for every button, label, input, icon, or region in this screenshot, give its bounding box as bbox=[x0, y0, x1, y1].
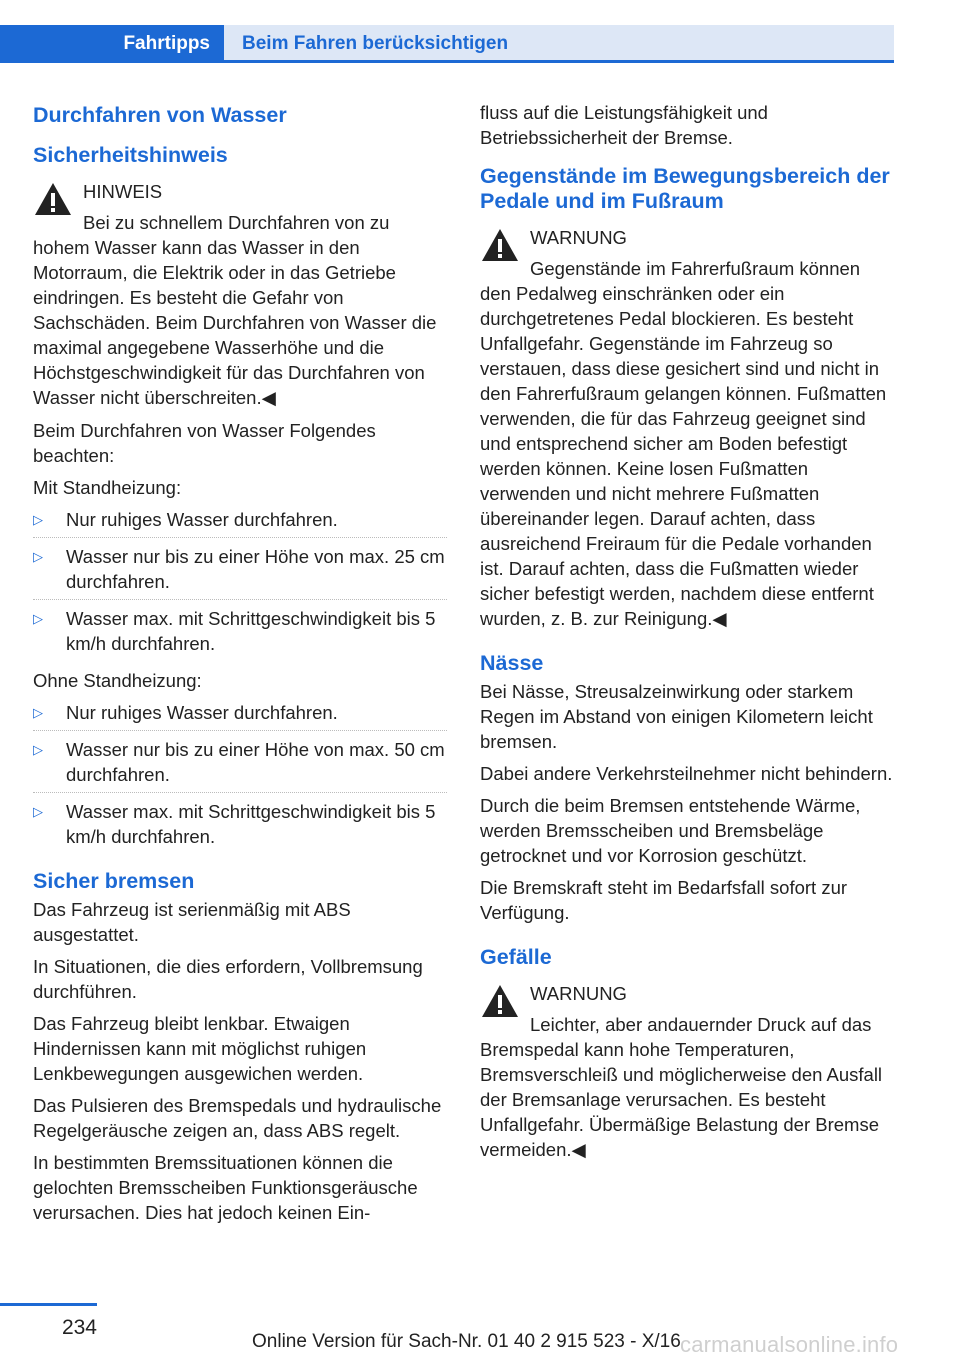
right-column bbox=[480, 100, 894, 1170]
heading-safety-note: Sicherheitshinweis bbox=[33, 143, 228, 167]
list-item bbox=[33, 606, 447, 662]
left-column bbox=[33, 100, 447, 1232]
heading-pedal-objects: Gegenstände im Bewegungsbereich der Pedale und im Fußraum bbox=[480, 164, 890, 213]
warning-triangle-icon bbox=[480, 227, 520, 263]
heading-water-crossing: Durchfahren von Wasser bbox=[33, 103, 287, 127]
list-item-text: Wasser max. mit Schrittgeschwindigkeit bis 5 km/h durchfahren. bbox=[66, 608, 436, 654]
label-with-heating: Mit Standheizung: bbox=[33, 477, 182, 498]
heading-wet: Nässe bbox=[480, 651, 544, 675]
list-item bbox=[33, 700, 447, 731]
warning-box bbox=[480, 981, 894, 1162]
warning-box bbox=[480, 225, 894, 631]
list-item-text: Wasser nur bis zu einer Höhe von max. 25 cm durchfahren. bbox=[66, 546, 445, 592]
heading-slope: Gefälle bbox=[480, 945, 552, 969]
label-without-heating: Ohne Standheizung: bbox=[33, 670, 202, 691]
page-number: 234 bbox=[61, 1316, 97, 1339]
note-body: Bei zu schnellem Durchfahren von zu hohem Wasser kann das Wasser in den Motorraum, die Elektrik oder in das Getriebe eindringen. Es besteht die Gefahr von Sachschäden. Beim Durchfahren von Wasser die maximal angegebene Wasserhöhe und die Höchstgeschwindigkeit für das Durchfahren von Wasser nicht überschreiten.◀ bbox=[33, 212, 437, 408]
list-item bbox=[33, 507, 447, 538]
list-item-text: Nur ruhiges Wasser durchfahren. bbox=[66, 702, 338, 723]
warning-triangle-icon bbox=[33, 181, 73, 217]
triangle-right-icon: ▷ bbox=[33, 549, 43, 564]
note-box bbox=[33, 179, 447, 410]
triangle-right-icon: ▷ bbox=[33, 705, 43, 720]
note-title: HINWEIS bbox=[83, 181, 163, 202]
list-item bbox=[33, 737, 447, 793]
paragraph-continuation: fluss auf die Leistungsfähigkeit und Betriebssicherheit der Bremse. bbox=[480, 102, 768, 148]
paragraph-braking: Das Fahrzeug bleibt lenkbar. Etwaigen Hindernissen kann mit möglichst ruhigen Lenkbewegungen ausgewichen werden. bbox=[33, 1013, 367, 1084]
warning-body: Gegenstände im Fahrerfußraum können den Pedalweg einschränken oder ein durchgetretenes Pedal blockieren. Es besteht Unfallgefahr. Gegenstände im Fahrzeug so verstauen, dass diese gesichert sind und nicht in den Fahrerfußraum gelangen können. Fußmatten verwenden, die für das Fahrzeug geeignet sind und entsprechend sicher am Boden befestigt werden können. Keine losen Fußmatten verwenden und nicht mehrere Fußmatten übereinander legen. Darauf achten, dass ausreichend Freiraum für die Pedale vorhanden ist. Darauf achten, dass die Fußmatten wieder sicher befestigt werden, nachdem diese entfernt wurden, z. B. zur Reinigung.◀ bbox=[480, 258, 887, 629]
triangle-right-icon: ▷ bbox=[33, 611, 43, 626]
paragraph-braking: In Situationen, die dies erfordern, Vollbremsung durchführen. bbox=[33, 956, 423, 1002]
paragraph-wet: Durch die beim Bremsen entstehende Wärme, werden Bremsscheiben und Bremsbeläge getrocknet und vor Korrosion geschützt. bbox=[480, 795, 861, 866]
paragraph-wet: Bei Nässe, Streusalzeinwirkung oder starkem Regen im Abstand von einigen Kilometern leicht bremsen. bbox=[480, 681, 873, 752]
paragraph-wet: Die Bremskraft steht im Bedarfsfall sofort zur Verfügung. bbox=[480, 877, 848, 923]
triangle-right-icon: ▷ bbox=[33, 804, 43, 819]
paragraph-intro: Beim Durchfahren von Wasser Folgendes beachten: bbox=[33, 420, 376, 466]
warning-title: WARNUNG bbox=[530, 983, 627, 1004]
warning-body: Leichter, aber andauernder Druck auf das Bremspedal kann hohe Temperaturen, Bremsverschleiß und möglicherweise den Ausfall der Bremsanlage verursachen. Es besteht Unfallgefahr. Übermäßige Belastung der Bremse vermeiden.◀ bbox=[480, 1014, 883, 1160]
warning-triangle-icon bbox=[480, 983, 520, 1019]
list-item-text: Wasser nur bis zu einer Höhe von max. 50 cm durchfahren. bbox=[66, 739, 445, 785]
page-header bbox=[0, 0, 960, 62]
list-item bbox=[33, 799, 447, 855]
footer-rule bbox=[0, 1303, 97, 1306]
watermark: carmanualsonline.info bbox=[680, 1332, 899, 1357]
footer-version: Online Version für Sach-Nr. 01 40 2 915 523 - X/16 bbox=[252, 1331, 681, 1352]
list-item-text: Wasser max. mit Schrittgeschwindigkeit bis 5 km/h durchfahren. bbox=[66, 801, 436, 847]
triangle-right-icon: ▷ bbox=[33, 742, 43, 757]
list-with-heating bbox=[33, 507, 447, 662]
triangle-right-icon: ▷ bbox=[33, 512, 43, 527]
list-item bbox=[33, 544, 447, 600]
paragraph-wet: Dabei andere Verkehrsteilnehmer nicht behindern. bbox=[480, 763, 893, 784]
list-item-text: Nur ruhiges Wasser durchfahren. bbox=[66, 509, 338, 530]
header-section-label: Fahrtipps bbox=[123, 33, 210, 54]
paragraph-braking: Das Pulsieren des Bremspedals und hydraulische Regelgeräusche zeigen an, dass ABS regelt. bbox=[33, 1095, 442, 1141]
heading-safe-braking: Sicher bremsen bbox=[33, 869, 195, 893]
header-subsection-label: Beim Fahren berücksichtigen bbox=[242, 33, 509, 54]
paragraph-braking: In bestimmten Bremssituationen können die gelochten Bremsscheiben Funktionsgeräusche verursachen. Dies hat jedoch keinen Ein- bbox=[33, 1152, 418, 1223]
paragraph-braking: Das Fahrzeug ist serienmäßig mit ABS ausgestattet. bbox=[33, 899, 351, 945]
list-without-heating bbox=[33, 700, 447, 855]
warning-title: WARNUNG bbox=[530, 227, 627, 248]
